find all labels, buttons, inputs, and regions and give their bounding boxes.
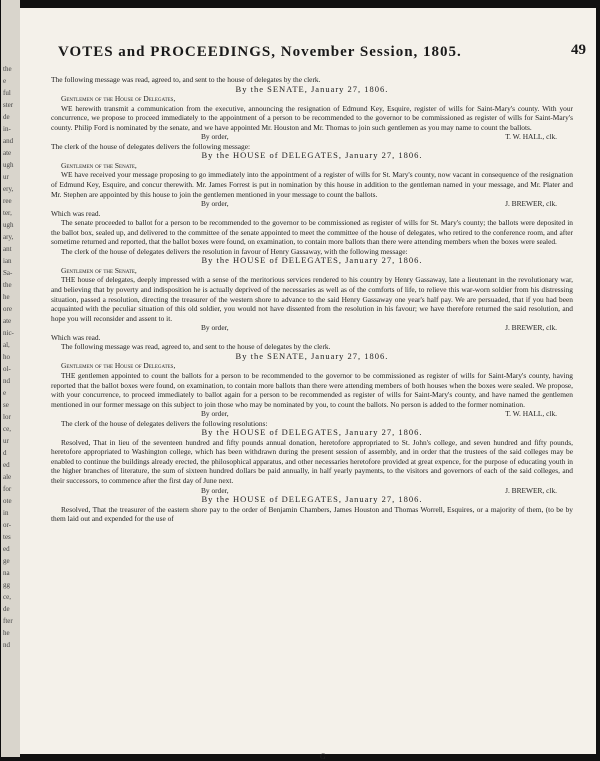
facing-page-text: ian [3, 257, 12, 265]
dateline: By the HOUSE of DELEGATES, January 27, 1806. [201, 427, 423, 438]
facing-page-text: nd [3, 377, 10, 385]
clerk-signature: T. W. HALL, clk. [505, 409, 557, 419]
facing-page-text: ugh [3, 221, 14, 229]
facing-page-text: ate [3, 149, 12, 157]
by-order: By order, [201, 132, 229, 142]
facing-page-text: Sa- [3, 269, 13, 277]
page-body [51, 75, 573, 524]
clerk-signature: T. W. HALL, clk. [505, 132, 557, 142]
facing-page-text: ur [3, 173, 9, 181]
facing-page-text: gg [3, 581, 10, 589]
facing-page-text: ate [3, 317, 12, 325]
facing-page-text: al, [3, 341, 10, 349]
facing-page-text: e [3, 389, 7, 397]
signature-block [51, 132, 573, 142]
facing-page-text: he [3, 293, 10, 301]
facing-page-text: fter [3, 617, 13, 625]
message-paragraph: WE herewith transmit a communication from the executive, announcing the resignation of Edmund Key, Esquire, register of wills for Saint-Mary's county. With your concurrence, we propose to proceed immediately to the appointment of a person to be recommended to the governor to be commissioned as register of wills for Saint-Mary's county. Philip Ford is nominated by the senate, and we have appointed Mr. Houston and Mr. Thomas to join such gentlemen as you may name to count the ballots. [51, 103, 573, 132]
facing-page-edge [0, 0, 20, 757]
intro-line: The following message was read, agreed to, and sent to the house of delegates by the clerk. [61, 342, 331, 352]
facing-page-fragment [1, 0, 20, 757]
facing-page-text: for [3, 485, 12, 493]
facing-page-text: ho [3, 353, 10, 361]
facing-page-text: in- [3, 125, 11, 133]
facing-page-text: nic- [3, 329, 14, 337]
facing-page-text: ful [3, 89, 11, 97]
facing-page-text: de [3, 605, 10, 613]
facing-page-text: ce, [3, 593, 11, 601]
running-header: VOTES and PROCEEDINGS, November Session, 1805. [58, 44, 462, 60]
salutation: Gentlemen of the House of Delegates, [61, 94, 176, 104]
resolution-paragraph: Resolved, That in lieu of the seventeen hundred and fifty pounds annual donation, heretofore appropriated to St. John's college, and seven hundred and fifty pounds, heretofore appropriated to Washington college, which has been withdrawn during the present session of assembly, and in order that the trustees of the said colleges may be enabled to continue the buildings already erected, the philosophical apparatus, and other necessaries heretofore provided at great expence, for the purpose of educating youth in the higher branches of literature, the sum of sixteen hundred dollars be paid annually, in half yearly payments, to the visitors and governors of each of the said colleges, and their successors, to commence after the first day of June next. [51, 437, 573, 485]
by-order: By order, [201, 323, 229, 333]
dateline: By the HOUSE of DELEGATES, January 27, 1806. [201, 255, 423, 266]
facing-page-text: the [3, 65, 12, 73]
facing-page-text: tes [3, 533, 11, 541]
signature-block [51, 199, 573, 209]
facing-page-text: in [3, 509, 9, 517]
by-order: By order, [201, 485, 229, 495]
intro-line: The clerk of the house of delegates delivers the resolution in favour of Henry Gassaway, with the following message: [61, 246, 408, 256]
signature-block [51, 409, 573, 419]
clerk-signature: J. BREWER, clk. [505, 323, 557, 333]
facing-page-text: ol- [3, 365, 11, 373]
document-page [20, 8, 596, 761]
intro-line: The following message was read, agreed to, and sent to the house of delegates by the clerk. [51, 75, 321, 84]
message-paragraph: THE gentlemen appointed to count the ballots for a person to be recommended to the governor to be commissioned as register of wills for Saint-Mary's county, having reported that the ballot boxes were found, on examination, to contain more ballots than there were attending members of both houses when the boxes were sealed. We propose, with your concurrence, to proceed immediately to ballot again for a person to be recommended as register of wills for Saint-Mary's county, and have named the gentlemen mentioned in our former message on this subject to join those who may be nominated by you, to count the ballots. No person is added to the former nomination. [51, 370, 573, 409]
facing-page-text: ale [3, 473, 12, 481]
clerk-signature: J. BREWER, clk. [505, 485, 557, 495]
note-line: Which was read. [51, 332, 101, 342]
salutation: Gentlemen of the House of Delegates, [61, 361, 176, 371]
message-paragraph: WE have received your message proposing to go immediately into the appointment of a register of wills for St. Mary's county, now vacant in consequence of the resignation of Edmund Key, Esquire, and concur therewith. Mr. James Forrest is put in nomination by this house in addition to the gentleman named in your message, and Mr. Plater and Mr. Stephen are appointed by this house to join the gentlemen mentioned in your message to count the ballots. [51, 170, 573, 199]
signature-block [51, 323, 573, 333]
facing-page-text: ote [3, 497, 12, 505]
facing-page-text: ed [3, 545, 10, 553]
facing-page-text: se [3, 401, 9, 409]
facing-page-text: the [3, 281, 12, 289]
message-paragraph: THE house of delegates, deeply impressed with a sense of the meritorious services rendered to his country by Henry Gassaway, late a lieutenant in the revolutionary war, and believing that by poverty and indisposition he is actually deprived of the necessaries as well as of the comforts of life, to relieve this war-worn soldier from his distressing situation, passed a resolution, directing the treasurer of the western shore to advance to the said Henry Gassaway one year's half pay. We are persuaded, that if you had been acquainted with the peculiar situation of this old soldier, you would not have dissented from the resolution in his favour; we have therefore returned the said resolution, and hope you will reconsider and assent to it. [51, 275, 573, 323]
facing-page-text: d [3, 449, 7, 457]
facing-page-text: and [3, 137, 14, 145]
resolution-paragraph: Resolved, That the treasurer of the eastern shore pay to the order of Benjamin Chambers, James Houston and Thomas Worrell, Esquires, or a majority of them, (to be by them laid out and expended for the use of [51, 504, 573, 524]
facing-page-text: e [3, 77, 7, 85]
facing-page-text: ant [3, 245, 12, 253]
facing-page-text: ge [3, 557, 10, 565]
facing-page-text: ster [3, 101, 14, 109]
signature-mark: G [320, 752, 326, 761]
facing-page-text: ery, [3, 185, 14, 193]
by-order: By order, [201, 409, 229, 419]
dateline: By the SENATE, January 27, 1806. [235, 350, 389, 361]
salutation: Gentlemen of the Senate, [61, 265, 137, 275]
facing-page-text: ree [3, 197, 12, 205]
facing-page-text: ed [3, 461, 10, 469]
facing-page-text: or- [3, 521, 12, 529]
salutation: Gentlemen of the Senate, [61, 160, 137, 170]
proceedings-paragraph: The senate proceeded to ballot for a person to be recommended to the governor to be commissioned as register of wills for St. Mary's county; the ballots were deposited in the ballot box, sealed up, and delivered to the committee of the senate appointed to meet the committee of the house of delegates, who retired to the conference room, and after sometime returned and reported, that the ballot boxes were found, on examination, to contain more ballots than there were attending members when the boxes were sealed. [51, 218, 573, 247]
intro-line: The clerk of the house of delegates delivers the following resolutions: [61, 418, 268, 428]
facing-page-text: ary, [3, 233, 14, 241]
facing-page-text: nd [3, 641, 10, 649]
dateline: By the SENATE, January 27, 1806. [235, 83, 389, 94]
facing-page-text: lor [3, 413, 11, 421]
facing-page-text: na [3, 569, 10, 577]
intro-line: The clerk of the house of delegates delivers the following message: [51, 141, 251, 151]
by-order: By order, [201, 199, 229, 209]
dateline: By the HOUSE of DELEGATES, January 27, 1806. [201, 150, 423, 161]
dateline: By the HOUSE of DELEGATES, January 27, 1806. [201, 494, 423, 505]
facing-page-text: ur [3, 437, 9, 445]
facing-page-text: he [3, 629, 10, 637]
facing-page-text: de [3, 113, 10, 121]
facing-page-text: ugh [3, 161, 14, 169]
facing-page-text: ce, [3, 425, 11, 433]
facing-page-text: ore [3, 305, 12, 313]
note-line: Which was read. [51, 208, 101, 218]
page-number: 49 [571, 42, 586, 58]
facing-page-text: ter, [3, 209, 12, 217]
clerk-signature: J. BREWER, clk. [505, 199, 557, 209]
